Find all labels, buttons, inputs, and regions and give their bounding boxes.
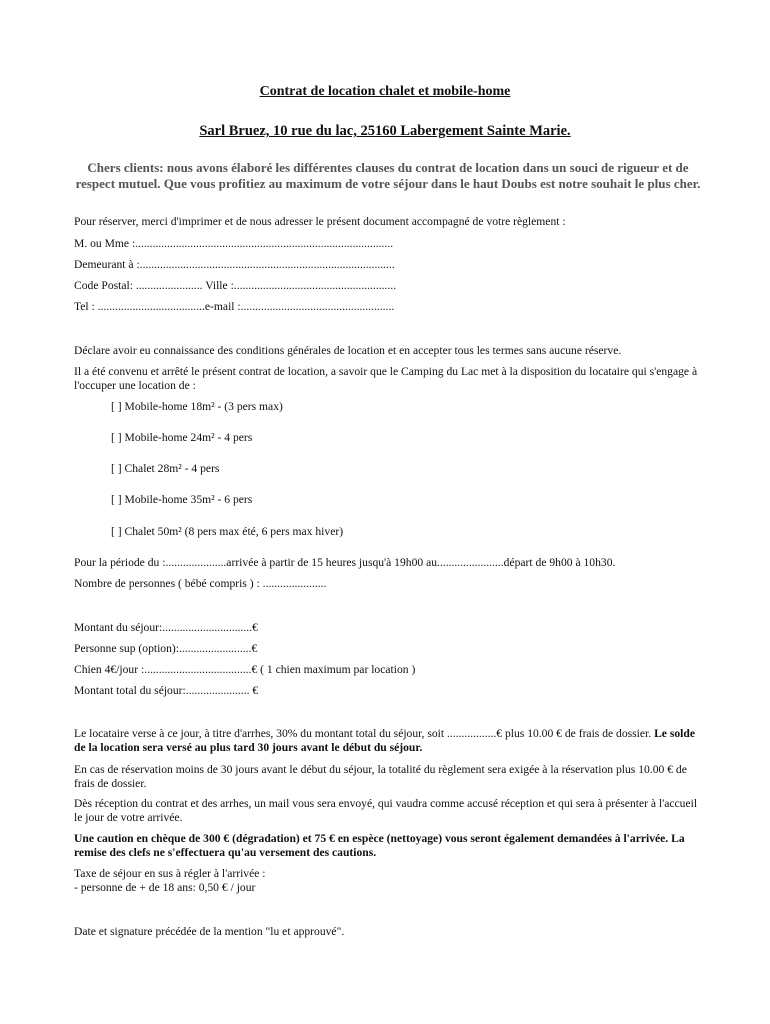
stay-amount-field: Montant du séjour:...............................€ bbox=[74, 621, 258, 634]
deposit-paragraph bbox=[74, 727, 700, 755]
deposit-text: Le locataire verse à ce jour, à titre d'arrhes, 30% du montant total du séjour, soit .................€ plus 10.00 € de frais de dossier. bbox=[74, 727, 652, 740]
option-mobile-home-35: [ ] Mobile-home 35m² - 6 pers bbox=[111, 493, 253, 506]
tax-title: Taxe de séjour en sus à régler à l'arrivée : bbox=[74, 867, 266, 880]
dog-fee-field: Chien 4€/jour :.....................................€ ( 1 chien maximum par location ) bbox=[74, 663, 416, 676]
deposit-balance-note: Le solde de la location sera versé au plus tard 30 jours avant le début du séjour. bbox=[74, 727, 695, 754]
tax-line: - personne de + de 18 ans: 0,50 € / jour bbox=[74, 881, 256, 894]
tel-email-field: Tel : .....................................e-mail :..................................................... bbox=[74, 300, 395, 313]
total-amount-field: Montant total du séjour:...................... € bbox=[74, 684, 259, 697]
option-mobile-home-24: [ ] Mobile-home 24m² - 4 pers bbox=[111, 431, 253, 444]
persons-field: Nombre de personnes ( bébé compris ) : ...................... bbox=[74, 577, 327, 590]
option-mobile-home-18: [ ] Mobile-home 18m² - (3 pers max) bbox=[111, 400, 283, 413]
agreement-text: Il a été convenu et arrêté le présent contrat de location, a savoir que le Camping du Lac met à la disposition du locataire qui s'engage à l'occuper une location de : bbox=[74, 365, 698, 392]
contract-title: Contrat de location chalet et mobile-home bbox=[259, 84, 511, 99]
caution-text: Une caution en chèque de 300 € (dégradation) et 75 € en espèce (nettoyage) vous seront également demandées à l'arrivée. La remise des clefs ne s'effectuera qu'au versement des cautions. bbox=[74, 832, 685, 859]
option-chalet-50: [ ] Chalet 50m² (8 pers max été, 6 pers max hiver) bbox=[111, 525, 344, 538]
declaration-text: Déclare avoir eu connaissance des conditions générales de location et en accepter tous les termes sans aucune réserve. bbox=[74, 344, 622, 357]
postal-city-field: Code Postal: ....................... Ville :........................................................ bbox=[74, 279, 397, 292]
company-address: Sarl Bruez, 10 rue du lac, 25160 Labergement Sainte Marie. bbox=[199, 123, 571, 139]
reserve-instructions: Pour réserver, merci d'imprimer et de nous adresser le présent document accompagné de votre règlement : bbox=[74, 215, 566, 228]
signature-line: Date et signature précédée de la mention "lu et approuvé". bbox=[74, 925, 345, 938]
address-field: Demeurant à :........................................................................................ bbox=[74, 258, 395, 271]
option-chalet-28: [ ] Chalet 28m² - 4 pers bbox=[111, 462, 220, 475]
reception-text: Dès réception du contrat et des arrhes, un mail vous sera envoyé, qui vaudra comme accusé réception et qui sera à présenter à l'accueil le jour de votre arrivée. bbox=[74, 797, 698, 824]
extra-person-field: Personne sup (option):.........................€ bbox=[74, 642, 258, 655]
name-field: M. ou Mme :......................................................................................... bbox=[74, 237, 394, 250]
late-reservation-text: En cas de réservation moins de 30 jours avant le début du séjour, la totalité du règlement sera exigée à la réservation plus 10.00 € de frais de dossier. bbox=[74, 763, 687, 790]
period-field: Pour la période du :.....................arrivée à partir de 15 heures jusqu'à 19h00 au.......................départ de 9h00 à 10h30. bbox=[74, 556, 616, 569]
intro-message: Chers clients: nous avons élaboré les différentes clauses du contrat de location dans un souci de rigueur et de respect mutuel. Que vous profitiez au maximum de votre séjour dans le haut Doubs est notre souhait le plus cher. bbox=[75, 160, 701, 191]
